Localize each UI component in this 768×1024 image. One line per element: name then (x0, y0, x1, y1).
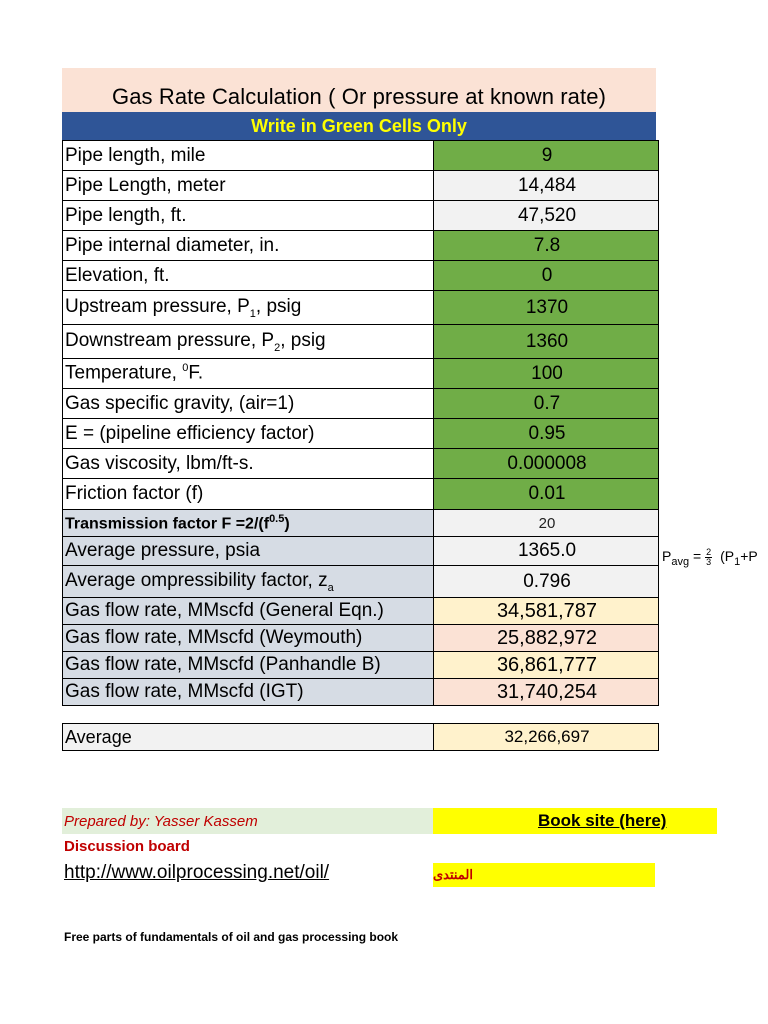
row-label: Gas flow rate, MMscfd (IGT) (63, 679, 434, 706)
table-row (63, 231, 659, 261)
average-label: Average (63, 724, 434, 751)
avg-pressure-value: 1365.0 (434, 537, 659, 566)
table-row (63, 479, 659, 510)
weymouth-value: 25,882,972 (434, 625, 659, 652)
formula-rhs: ($P_1+P$ (720, 548, 758, 568)
discussion-board-label: Discussion board (64, 838, 190, 855)
elevation-input[interactable]: 0 (434, 261, 659, 291)
table-row (63, 510, 659, 537)
table-row (63, 625, 659, 652)
row-label: Elevation, ft. (63, 261, 434, 291)
table-row (63, 171, 659, 201)
row-label: Pipe Length, meter (63, 171, 434, 201)
pipe-length-mile-input[interactable]: 9 (434, 141, 659, 171)
table-row (63, 652, 659, 679)
row-label: Gas specific gravity, (air=1) (63, 389, 434, 419)
formula-lhs: $P_{avg}$ = (662, 548, 702, 568)
downstream-pressure-input[interactable]: 1360 (434, 325, 659, 359)
row-label: Pipe internal diameter, in. (63, 231, 434, 261)
sheet-title: Gas Rate Calculation ( Or pressure at known rate) (62, 68, 656, 112)
row-label: Downstream pressure, $P_2$, psig (63, 325, 434, 359)
row-label: Gas viscosity, lbm/ft-s. (63, 449, 434, 479)
prepared-by: Prepared by: Yasser Kassem (62, 808, 434, 834)
row-label: Pipe length, ft. (63, 201, 434, 231)
table-row (63, 537, 659, 566)
average-table (62, 723, 659, 751)
table-row (63, 419, 659, 449)
table-row (63, 724, 659, 751)
row-label: Gas flow rate, MMscfd (Panhandle B) (63, 652, 434, 679)
row-label: Transmission factor $F =2/(f^{0.5})$ (63, 510, 434, 537)
table-row (63, 141, 659, 171)
igt-value: 31,740,254 (434, 679, 659, 706)
diameter-input[interactable]: 7.8 (434, 231, 659, 261)
compressibility-value: 0.796 (434, 566, 659, 598)
table-row (63, 261, 659, 291)
row-label: Pipe length, mile (63, 141, 434, 171)
row-label: Gas flow rate, MMscfd (Weymouth) (63, 625, 434, 652)
row-label: Gas flow rate, MMscfd (General Eqn.) (63, 598, 434, 625)
friction-input[interactable]: 0.01 (434, 479, 659, 510)
table-row (63, 389, 659, 419)
spreadsheet (62, 68, 656, 706)
temperature-input[interactable]: 100 (434, 359, 659, 389)
panhandle-value: 36,861,777 (434, 652, 659, 679)
formula-fraction: $\frac{2}{3}$ (706, 547, 712, 568)
transmission-value: 20 (434, 510, 659, 537)
viscosity-input[interactable]: 0.000008 (434, 449, 659, 479)
row-label: Temperature, $^0$F. (63, 359, 434, 389)
row-label: Average ompressibility factor, $z_a$ (63, 566, 434, 598)
row-label: Average pressure, psia (63, 537, 434, 566)
book-site-link[interactable]: Book site (here) (433, 808, 717, 834)
table-row (63, 291, 659, 325)
free-parts-note: Free parts of fundamentals of oil and gas processing book (64, 930, 399, 944)
pipe-length-ft-value: 47,520 (434, 201, 659, 231)
average-pressure-formula (662, 548, 758, 568)
table-row (63, 201, 659, 231)
average-row (62, 723, 656, 751)
upstream-pressure-input[interactable]: 1370 (434, 291, 659, 325)
gas-gravity-input[interactable]: 0.7 (434, 389, 659, 419)
table-row (63, 449, 659, 479)
average-value: 32,266,697 (434, 724, 659, 751)
table-row (63, 598, 659, 625)
row-label: Upstream pressure, $P_1$, psig (63, 291, 434, 325)
table-row (63, 325, 659, 359)
table-row (63, 566, 659, 598)
efficiency-input[interactable]: 0.95 (434, 419, 659, 449)
website-link[interactable]: http://www.oilprocessing.net/oil/ (64, 862, 330, 883)
row-label: Friction factor (f) (63, 479, 434, 510)
row-label: E = (pipeline efficiency factor) (63, 419, 434, 449)
table-row (63, 679, 659, 706)
forum-link[interactable]: المنتدى (433, 863, 655, 887)
input-table (62, 140, 659, 706)
general-eqn-value: 34,581,787 (434, 598, 659, 625)
instruction-banner: Write in Green Cells Only (62, 112, 656, 140)
table-row (63, 359, 659, 389)
pipe-length-meter-value: 14,484 (434, 171, 659, 201)
